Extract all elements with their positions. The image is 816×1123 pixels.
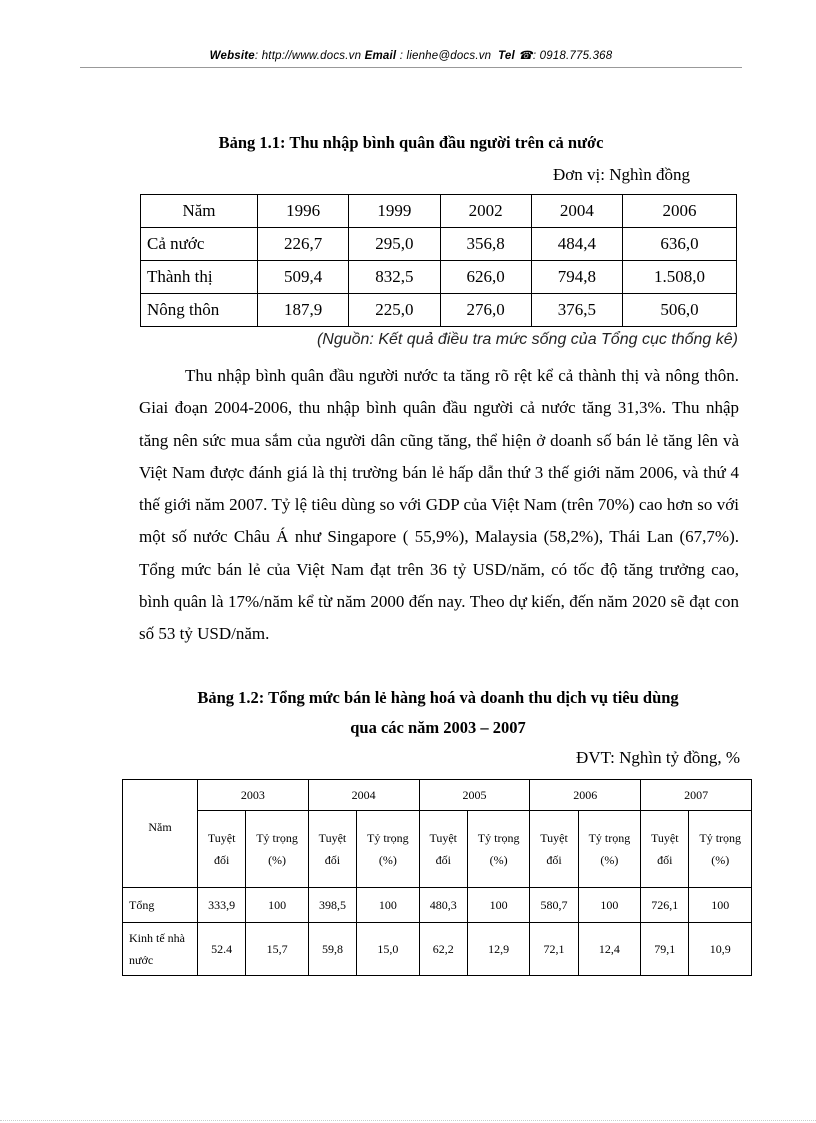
table-header-cell: 2006: [623, 195, 737, 228]
table-header-row: [123, 780, 752, 811]
year-header-cell: 2005: [419, 780, 530, 811]
subheader-cell: Tỷ trọng (%): [578, 811, 640, 888]
table-header-cell: 2002: [440, 195, 531, 228]
year-header-cell: 2003: [198, 780, 309, 811]
table-cell: 356,8: [440, 228, 531, 261]
table-corner-cell: Năm: [123, 780, 198, 888]
table-cell: 794,8: [531, 261, 622, 294]
table-cell: 398,5: [308, 888, 356, 923]
year-header-cell: 2004: [308, 780, 419, 811]
page-header: [80, 48, 742, 62]
table-header-cell: Năm: [141, 195, 258, 228]
table-cell: 225,0: [349, 294, 440, 327]
subheader-cell: Tỷ trọng (%): [246, 811, 308, 888]
retail-table: [122, 779, 752, 976]
table-cell: 580,7: [530, 888, 578, 923]
body-paragraph: Thu nhập bình quân đầu người nước ta tăng rõ rệt kể cả thành thị và nông thôn. Giai đoạn 2004-2006, thu nhập bình quân đầu người cả nước tăng 31,3%. Thu nhập tăng nên sức mua sắm của người dân cũng tăng, thể hiện ở doanh số bán lẻ tăng lên và Việt Nam được đánh giá là thị trường bán lẻ hấp dẫn thứ 3 thế giới năm 2006, và thứ 4 thế giới năm 2007. Tỷ lệ tiêu dùng so với GDP của Việt Nam (trên 70%) cao hơn so với một số nước Châu Á như Singapore ( 55,9%), Malaysia (58,2%), Thái Lan (67,7%). Tổng mức bán lẻ của Việt Nam đạt trên 36 tỷ USD/năm, có tốc độ tăng trưởng cao, bình quân là 17%/năm kể từ năm 2000 đến nay. Theo dự kiến, đến năm 2020 sẽ đạt con số 53 tỷ USD/năm.: [139, 366, 739, 644]
table-row: [141, 294, 737, 327]
subheader-cell: Tỷ trọng (%): [467, 811, 529, 888]
table2-title-line1: Bảng 1.2: Tổng mức bán lẻ hàng hoá và doanh thu dịch vụ tiêu dùng: [197, 688, 679, 707]
table-cell: 636,0: [623, 228, 737, 261]
table-cell: 62,2: [419, 923, 467, 976]
table-subheader-row: [123, 811, 752, 888]
table-cell: 506,0: [623, 294, 737, 327]
table-cell: 79,1: [641, 923, 689, 976]
table-cell: 226,7: [258, 228, 349, 261]
table-cell: 480,3: [419, 888, 467, 923]
website-value: : http://www.docs.vn: [254, 50, 362, 62]
subheader-cell: Tỷ trọng (%): [357, 811, 419, 888]
year-header-cell: 2006: [530, 780, 641, 811]
table-cell: 187,9: [258, 294, 349, 327]
table2-title: [120, 683, 756, 743]
row-label-cell: Kinh tế nhà nước: [123, 923, 198, 976]
table-cell: 15,7: [246, 923, 308, 976]
subheader-cell: Tuyệt đối: [641, 811, 689, 888]
table-cell: 484,4: [531, 228, 622, 261]
table-cell: 15,0: [357, 923, 419, 976]
table-cell: 376,5: [531, 294, 622, 327]
tel-value: : 0918.775.368: [532, 50, 613, 62]
table2-title-line2: qua các năm 2003 – 2007: [350, 718, 526, 737]
table-header-row: [141, 195, 737, 228]
table-cell: 72,1: [530, 923, 578, 976]
table1-title: Bảng 1.1: Thu nhập bình quân đầu người trên cả nước: [218, 133, 604, 152]
table-header-cell: 1996: [258, 195, 349, 228]
table-row: [123, 923, 752, 976]
table-cell: 52.4: [198, 923, 246, 976]
table-cell: 100: [689, 888, 752, 923]
footer-divider: [0, 1120, 816, 1121]
table-cell: Nông thôn: [141, 294, 258, 327]
subheader-cell: Tuyệt đối: [198, 811, 246, 888]
table-row: [123, 888, 752, 923]
table-cell: 100: [467, 888, 529, 923]
table-cell: 100: [578, 888, 640, 923]
table1-unit: Đơn vị: Nghìn đồng: [553, 165, 690, 184]
table-cell: 10,9: [689, 923, 752, 976]
table-cell: 1.508,0: [623, 261, 737, 294]
subheader-cell: Tỷ trọng (%): [689, 811, 752, 888]
year-header-cell: 2007: [641, 780, 752, 811]
subheader-cell: Tuyệt đối: [308, 811, 356, 888]
tel-label: Tel: [498, 50, 515, 62]
email-value: : lienhe@docs.vn: [399, 50, 492, 62]
table2-unit: ĐVT: Nghìn tỷ đồng, %: [576, 748, 740, 767]
income-table: [140, 194, 737, 327]
header-divider: [80, 67, 742, 68]
table-cell: Cả nước: [141, 228, 258, 261]
subheader-cell: Tuyệt đối: [530, 811, 578, 888]
table-cell: 509,4: [258, 261, 349, 294]
email-label: Email: [364, 50, 397, 62]
table-cell: 726,1: [641, 888, 689, 923]
table-header-cell: 1999: [349, 195, 440, 228]
table-header-cell: 2004: [531, 195, 622, 228]
subheader-cell: Tuyệt đối: [419, 811, 467, 888]
table-cell: 276,0: [440, 294, 531, 327]
table-cell: 59,8: [308, 923, 356, 976]
table-cell: 100: [357, 888, 419, 923]
table-cell: 333,9: [198, 888, 246, 923]
table-row: [141, 228, 737, 261]
table-row: [141, 261, 737, 294]
table-cell: Thành thị: [141, 261, 258, 294]
table-cell: 12,9: [467, 923, 529, 976]
table-cell: 295,0: [349, 228, 440, 261]
table-cell: 12,4: [578, 923, 640, 976]
table-cell: 100: [246, 888, 308, 923]
table-cell: 626,0: [440, 261, 531, 294]
phone-icon: ☎: [518, 50, 533, 62]
website-label: Website: [209, 50, 255, 62]
table1-source: (Nguồn: Kết quả điều tra mức sống của Tổng cục thống kê): [316, 331, 738, 348]
table-cell: 832,5: [349, 261, 440, 294]
row-label-cell: Tổng: [123, 888, 198, 923]
